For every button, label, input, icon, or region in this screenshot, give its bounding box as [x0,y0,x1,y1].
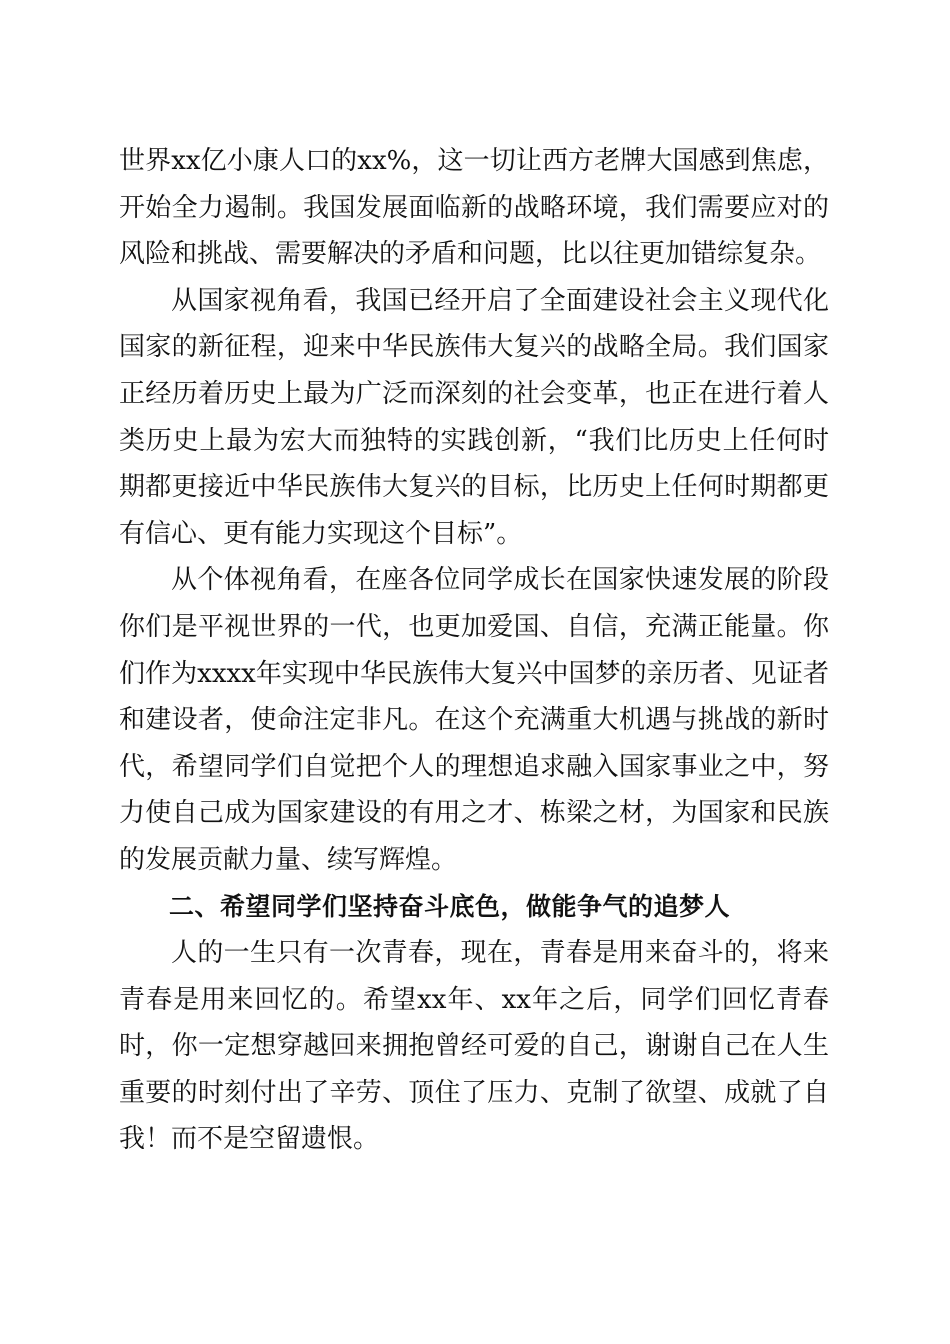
paragraph-individual-perspective: 从个体视角看，在座各位同学成长在国家快速发展的阶段你们是平视世界的一代，也更加爱国、自信，充满正能量。你们作为xxxx年实现中华民族伟大复兴中国梦的亲历者、见证者和建设者，使命注定非凡。在这个充满重大机遇与挑战的新时代，希望同学们自觉把个人的理想追求融入国家事业之中，努力使自己成为国家建设的有用之才、栋梁之材，为国家和民族的发展贡献力量、续写辉煌。 [119,565,829,875]
document-body [119,138,829,1163]
section-heading: 二、希望同学们坚持奋斗底色，做能争气的追梦人 [169,891,731,921]
paragraph-national-perspective: 从国家视角看，我国已经开启了全面建设社会主义现代化国家的新征程，迎来中华民族伟大复兴的战略全局。我们国家正经历着历史上最为广泛而深刻的社会变革，也正在进行着人类历史上最为宏大而独特的实践创新，“我们比历史上任何时期都更接近中华民族伟大复兴的目标，比历史上任何时期都更有信心、更有能力实现这个目标”。 [119,285,829,549]
paragraph-continued: 世界xx亿小康人口的xx%，这一切让西方老牌大国感到焦虑，开始全力遏制。我国发展面临新的战略环境，我们需要应对的风险和挑战、需要解决的矛盾和问题，比以往更加错综复杂。 [119,146,829,270]
paragraph-youth: 人的一生只有一次青春，现在，青春是用来奋斗的，将来青春是用来回忆的。希望xx年、xx年之后，同学们回忆青春时，你一定想穿越回来拥抱曾经可爱的自己，谢谢自己在人生重要的时刻付出了辛劳、顶住了压力、克制了欲望、成就了自我！而不是空留遗恨。 [119,938,829,1155]
